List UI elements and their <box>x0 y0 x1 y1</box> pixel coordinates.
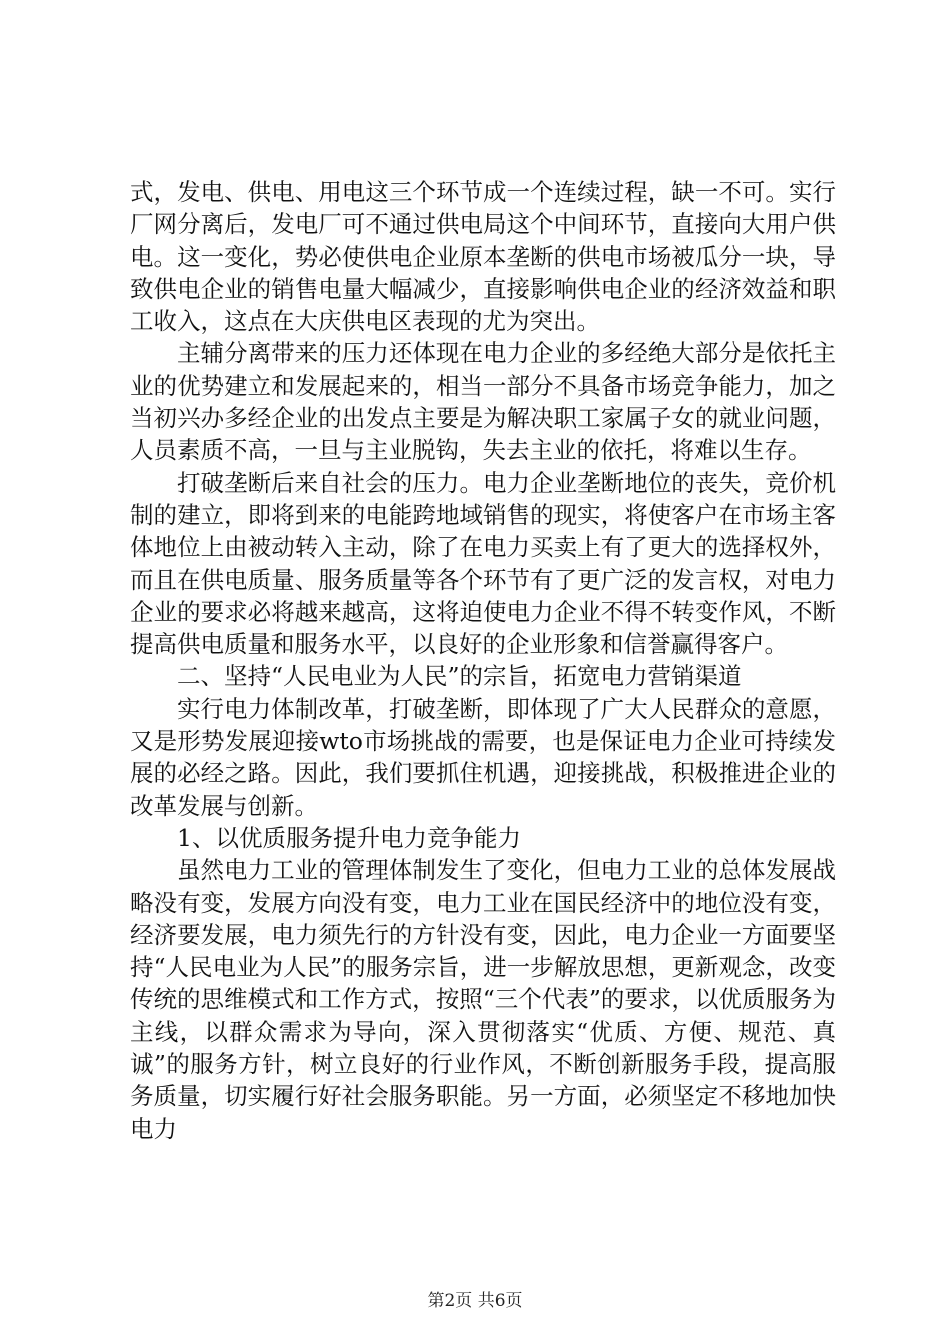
paragraph-reform: 实行电力体制改革，打破垄断，即体现了广大人民群众的意愿，又是形势发展迎接wto市场挑战的需要，也是保证电力企业可持续发展的必经之路。因此，我们要抓住机遇，迎接挑战，积极推进企业的改革发展与创新。 <box>130 694 836 820</box>
paragraph-social-pressure: 打破垄断后来自社会的压力。电力企业垄断地位的丧失，竞价机制的建立，即将到来的电能跨地域销售的现实，将使客户在市场主客体地位上由被动转入主动，除了在电力买卖上有了更大的选择权外，而且在供电质量、服务质量等各个环节有了更广泛的发言权，对电力企业的要求必将越来越高，这将迫使电力企业不得不转变作风，不断提高供电质量和服务水平，以良好的企业形象和信誉赢得客户。 <box>130 468 836 659</box>
page-footer <box>0 1290 950 1312</box>
subsection-heading-1: 1、以优质服务提升电力竞争能力 <box>177 823 521 852</box>
section-heading-2: 二、坚持“人民电业为人民”的宗旨，拓宽电力营销渠道 <box>177 662 742 691</box>
paragraph-main-auxiliary-separation: 主辅分离带来的压力还体现在电力企业的多经绝大部分是依托主业的优势建立和发展起来的，相当一部分不具备市场竞争能力，加之当初兴办多经企业的出发点主要是为解决职工家属子女的就业问题，人员素质不高，一旦与主业脱钩，失去主业的依托，将难以生存。 <box>130 339 836 465</box>
page-number: 第2页 共6页 <box>427 1291 523 1311</box>
paragraph-quality-service: 虽然电力工业的管理体制发生了变化，但电力工业的总体发展战略没有变，发展方向没有变，电力工业在国民经济中的地位没有变，经济要发展，电力须先行的方针没有变，因此，电力企业一方面要坚持“人民电业为人民”的服务宗旨，进一步解放思想，更新观念，改变传统的思维模式和工作方式，按照“三个代表”的要求，以优质服务为主线，以群众需求为导向，深入贯彻落实“优质、方便、规范、真诚”的服务方针，树立良好的行业作风，不断创新服务手段，提高服务质量，切实履行好社会服务职能。另一方面，必须坚定不移地加快电力 <box>130 856 836 1143</box>
document-body <box>130 176 836 1145</box>
paragraph-continuation: 式，发电、供电、用电这三个环节成一个连续过程，缺一不可。实行厂网分离后，发电厂可不通过供电局这个中间环节，直接向大用户供电。这一变化，势必使供电企业原本垄断的供电市场被瓜分一块，导致供电企业的销售电量大幅减少，直接影响供电企业的经济效益和职工收入，这点在大庆供电区表现的尤为突出。 <box>130 178 836 336</box>
